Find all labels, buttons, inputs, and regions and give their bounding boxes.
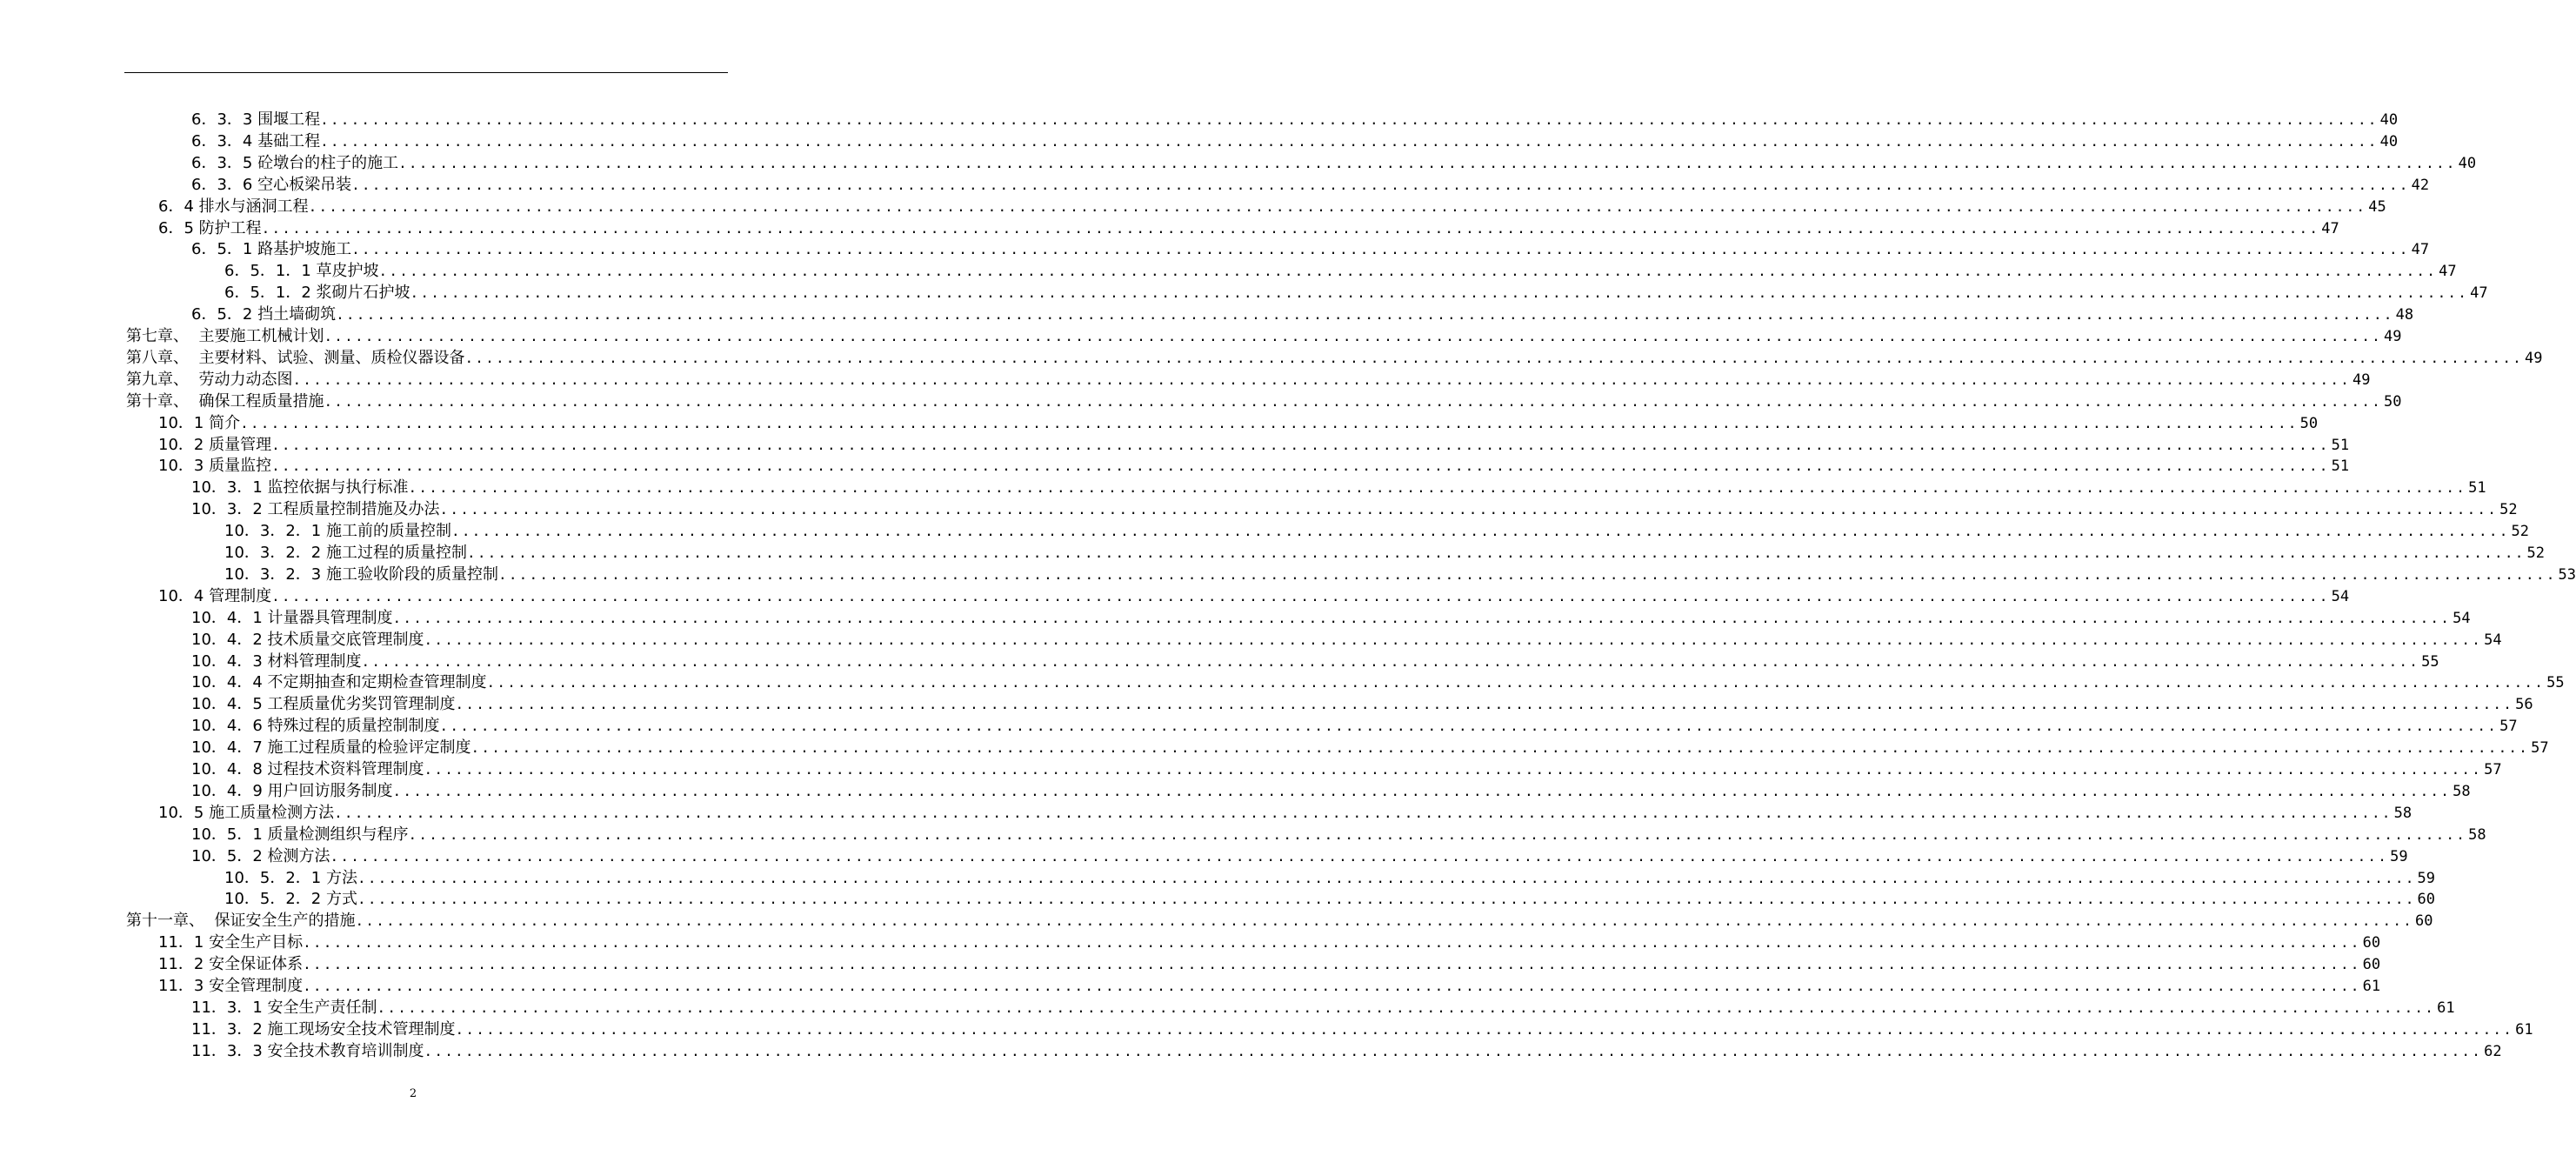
toc-entry-page: 60: [2362, 934, 2381, 952]
page-number: 2: [409, 1087, 417, 1100]
toc-entry-page: 61: [2437, 999, 2455, 1017]
toc-entry-title: 11．3．2 施工现场安全技术管理制度: [191, 1019, 456, 1039]
toc-entry[interactable]: [191, 1039, 2502, 1061]
toc-leader-dots: ........................................................................................................................................................................................................: [308, 197, 2367, 215]
toc-leader-dots: ........................................................................................................................................................................................................: [439, 718, 2499, 735]
toc-entry-page: 47: [2411, 241, 2430, 259]
toc-entry[interactable]: [191, 151, 2477, 173]
toc-leader-dots: ........................................................................................................................................................................................................: [410, 284, 2469, 302]
toc-leader-dots: ........................................................................................................................................................................................................: [324, 328, 2383, 344]
toc-entry[interactable]: [191, 108, 2399, 130]
toc-entry-title: 10．4．7 施工过程质量的检验评定制度: [191, 738, 471, 758]
toc-leader-dots: ........................................................................................................................................................................................................: [424, 631, 2483, 648]
toc-entry[interactable]: [191, 758, 2502, 779]
toc-entry-title: 第十一章、 保证安全生产的措施: [126, 912, 356, 931]
toc-entry[interactable]: [191, 476, 2486, 498]
toc-entry[interactable]: [191, 996, 2455, 1018]
toc-leader-dots: ........................................................................................................................................................................................................: [334, 804, 2392, 821]
toc-entry[interactable]: [191, 628, 2502, 650]
toc-entry[interactable]: [191, 714, 2518, 736]
toc-entry-title: 11．1 安全生产目标: [158, 933, 304, 952]
toc-entry-title: 6．3．3 围堰工程: [191, 110, 321, 129]
toc-entry-title: 第十章、 确保工程质量措施: [126, 391, 324, 411]
toc-leader-dots: ........................................................................................................................................................................................................: [466, 544, 2526, 561]
toc-entry-page: 60: [2362, 956, 2381, 974]
toc-leader-dots: ........................................................................................................................................................................................................: [271, 458, 2330, 475]
toc-entry-title: 10．4．8 过程技术资料管理制度: [191, 760, 424, 778]
toc-entry-page: 55: [2546, 674, 2565, 692]
toc-entry[interactable]: [126, 909, 2433, 931]
toc-entry[interactable]: [224, 519, 2530, 541]
toc-leader-dots: ........................................................................................................................................................................................................: [439, 501, 2499, 518]
toc-entry-title: 11．3．1 安全生产责任制: [191, 998, 377, 1017]
toc-entry-page: 52: [2511, 523, 2530, 541]
toc-entry-title: 10．5．1 质量检测组织与程序: [191, 825, 409, 844]
toc-entry-page: 42: [2411, 176, 2430, 194]
toc-entry-title: 6．5．2 挡土墙砌筑: [191, 305, 337, 324]
toc-entry-page: 53: [2558, 565, 2576, 584]
toc-leader-dots: ........................................................................................................................................................................................................: [392, 782, 2452, 799]
toc-entry[interactable]: [191, 671, 2565, 692]
toc-entry[interactable]: [224, 259, 2457, 281]
toc-entry-page: 57: [2531, 739, 2549, 758]
toc-entry-page: 60: [2417, 891, 2436, 909]
toc-entry-title: 10．5 施工质量检测方法: [158, 803, 335, 822]
toc-leader-dots: ........................................................................................................................................................................................................: [377, 999, 2436, 1016]
toc-leader-dots: ........................................................................................................................................................................................................: [355, 912, 2414, 930]
toc-leader-dots: ........................................................................................................................................................................................................: [455, 1020, 2514, 1038]
toc-entry-title: 6．3．5 砼墩台的柱子的施工: [191, 153, 399, 172]
toc-entry-page: 62: [2484, 1042, 2502, 1060]
toc-leader-dots: ........................................................................................................................................................................................................: [378, 263, 2438, 280]
toc-entry-page: 47: [2470, 284, 2488, 303]
toc-leader-dots: ........................................................................................................................................................................................................: [424, 761, 2483, 778]
toc-leader-dots: ........................................................................................................................................................................................................: [271, 587, 2330, 605]
toc-leader-dots: ........................................................................................................................................................................................................: [303, 934, 2361, 952]
toc-leader-dots: ........................................................................................................................................................................................................: [357, 869, 2416, 886]
toc-entry-page: 50: [2299, 414, 2319, 432]
toc-entry-title: 10．5．2 检测方法: [191, 846, 330, 865]
toc-entry[interactable]: [224, 281, 2488, 303]
toc-leader-dots: ........................................................................................................................................................................................................: [497, 565, 2557, 583]
toc-entry-title: 10．3．2 工程质量控制措施及办法: [191, 500, 440, 519]
toc-leader-dots: ........................................................................................................................................................................................................: [303, 956, 2361, 973]
toc-entry-title: 10．3．2．3 施工验收阶段的质量控制: [224, 564, 498, 584]
toc-entry-page: 56: [2515, 696, 2533, 714]
toc-leader-dots: ........................................................................................................................................................................................................: [408, 479, 2467, 497]
toc-entry[interactable]: [191, 173, 2430, 195]
toc-entry[interactable]: [126, 390, 2402, 411]
toc-entry-title: 第八章、 主要材料、试验、测量、质检仪器设备: [126, 348, 465, 367]
toc-entry-page: 61: [2515, 1020, 2533, 1039]
toc-entry[interactable]: [191, 692, 2533, 714]
toc-entry-title: 6．5．1．1 草皮护坡: [224, 262, 379, 281]
toc-entry-page: 58: [2453, 782, 2471, 800]
toc-entry-page: 40: [2379, 111, 2399, 129]
toc-entry[interactable]: [126, 324, 2402, 346]
toc-leader-dots: ........................................................................................................................................................................................................: [261, 219, 2320, 237]
toc-entry-page: 59: [2390, 847, 2408, 865]
toc-entry[interactable]: [224, 563, 2576, 584]
toc-entry[interactable]: [191, 1018, 2533, 1039]
toc-entry-page: 54: [2453, 609, 2471, 627]
toc-entry-title: 6．5 防护工程: [158, 218, 262, 237]
toc-entry[interactable]: [126, 346, 2543, 368]
toc-leader-dots: ........................................................................................................................................................................................................: [357, 891, 2416, 908]
toc-entry-page: 54: [2484, 631, 2502, 649]
toc-entry[interactable]: [224, 866, 2436, 888]
toc-entry-page: 52: [2499, 501, 2518, 519]
toc-leader-dots: ........................................................................................................................................................................................................: [464, 349, 2524, 366]
toc-entry-title: 10．3 质量监控: [158, 457, 272, 476]
toc-entry-page: 48: [2395, 306, 2414, 324]
toc-leader-dots: ........................................................................................................................................................................................................: [398, 154, 2457, 171]
toc-entry[interactable]: [158, 931, 2381, 952]
toc-entry-title: 10．4．3 材料管理制度: [191, 651, 362, 671]
toc-entry[interactable]: [191, 779, 2471, 801]
toc-entry-page: 51: [2331, 436, 2350, 454]
toc-entry-title: 11．3 安全管理制度: [158, 977, 304, 995]
toc-entry[interactable]: [158, 952, 2381, 974]
toc-leader-dots: ........................................................................................................................................................................................................: [320, 111, 2379, 128]
toc-entry[interactable]: [191, 498, 2518, 519]
toc-leader-dots: ........................................................................................................................................................................................................: [351, 176, 2410, 193]
toc-entry[interactable]: [158, 801, 2412, 823]
toc-entry-page: 51: [2331, 458, 2350, 476]
toc-entry-page: 57: [2484, 761, 2502, 778]
toc-leader-dots: ........................................................................................................................................................................................................: [392, 609, 2452, 626]
toc-entry-title: 10．1 简介: [158, 413, 241, 432]
toc-entry-title: 10．4．2 技术质量交底管理制度: [191, 630, 424, 649]
toc-entry[interactable]: [158, 433, 2350, 455]
toc-entry-page: 40: [2379, 132, 2399, 150]
toc-entry-page: 55: [2421, 652, 2439, 671]
toc-entry-title: 10．3．2．2 施工过程的质量控制: [224, 544, 467, 562]
toc-leader-dots: ........................................................................................................................................................................................................: [486, 674, 2546, 691]
toc-leader-dots: ........................................................................................................................................................................................................: [240, 414, 2299, 431]
toc-entry[interactable]: [158, 974, 2381, 996]
toc-entry-page: 52: [2526, 544, 2546, 562]
toc-entry-page: 47: [2321, 219, 2339, 237]
toc-entry-title: 11．3．3 安全技术教育培训制度: [191, 1041, 424, 1060]
toc-leader-dots: ........................................................................................................................................................................................................: [336, 306, 2394, 324]
toc-entry-title: 6．4 排水与涵洞工程: [158, 197, 309, 216]
toc-entry-page: 49: [2384, 328, 2402, 345]
toc-entry-title: 11．2 安全保证体系: [158, 955, 304, 974]
toc-leader-dots: ........................................................................................................................................................................................................: [470, 739, 2530, 757]
toc-entry-page: 40: [2458, 154, 2477, 172]
toc-entry-page: 58: [2393, 804, 2412, 822]
toc-entry-page: 47: [2439, 263, 2457, 281]
toc-entry[interactable]: [191, 130, 2399, 151]
toc-leader-dots: ........................................................................................................................................................................................................: [351, 241, 2410, 258]
toc-entry[interactable]: [191, 845, 2408, 866]
toc-entry-title: 10．4．6 特殊过程的质量控制制度: [191, 717, 440, 736]
toc-leader-dots: ........................................................................................................................................................................................................: [320, 132, 2379, 150]
toc-leader-dots: ........................................................................................................................................................................................................: [455, 696, 2514, 713]
toc-entry-title: 6．5．1 路基护坡施工: [191, 240, 352, 259]
toc-leader-dots: ........................................................................................................................................................................................................: [361, 652, 2420, 670]
header-rule: [124, 72, 728, 73]
toc-entry[interactable]: [158, 195, 2386, 217]
toc-entry[interactable]: [191, 823, 2486, 845]
toc-entry-page: 57: [2499, 718, 2518, 736]
toc-entry-page: 54: [2331, 587, 2350, 605]
toc-entry-page: 59: [2417, 869, 2436, 887]
toc-entry-title: 第七章、 主要施工机械计划: [126, 327, 324, 345]
toc-entry-title: 10．4．9 用户回访服务制度: [191, 781, 393, 800]
toc-leader-dots: ........................................................................................................................................................................................................: [292, 371, 2352, 388]
toc-entry-title: 6．3．6 空心板梁吊装: [191, 175, 352, 194]
toc-leader-dots: ........................................................................................................................................................................................................: [271, 436, 2330, 453]
toc-entry[interactable]: [158, 584, 2350, 606]
toc-entry-title: 10．4．5 工程质量优劣奖罚管理制度: [191, 695, 456, 714]
toc-entry[interactable]: [158, 454, 2350, 476]
toc-entry-title: 10．3．2．1 施工前的质量控制: [224, 522, 451, 541]
toc-entry-page: 58: [2468, 825, 2486, 844]
toc-entry-title: 10．3．1 监控依据与执行标准: [191, 478, 409, 498]
toc-entry-page: 45: [2368, 197, 2386, 216]
toc-leader-dots: ........................................................................................................................................................................................................: [330, 847, 2389, 865]
toc-entry-page: 60: [2415, 912, 2433, 931]
toc-leader-dots: ........................................................................................................................................................................................................: [324, 392, 2383, 410]
toc-entry[interactable]: [191, 606, 2471, 628]
toc-leader-dots: ........................................................................................................................................................................................................: [408, 825, 2467, 843]
toc-entry-page: 50: [2384, 392, 2402, 411]
toc-entry-page: 49: [2352, 371, 2371, 389]
toc-entry[interactable]: [126, 368, 2371, 390]
toc-entry[interactable]: [191, 736, 2549, 758]
toc-entry-title: 10．2 质量管理: [158, 435, 272, 454]
toc-entry-page: 49: [2525, 349, 2543, 367]
toc-entry-title: 6．3．4 基础工程: [191, 131, 321, 150]
toc-leader-dots: ........................................................................................................................................................................................................: [424, 1042, 2483, 1059]
toc-entry[interactable]: [158, 411, 2319, 433]
toc-entry[interactable]: [158, 217, 2339, 238]
toc-entry-page: 61: [2362, 978, 2381, 995]
toc-entry[interactable]: [191, 650, 2439, 671]
toc-entry-title: 10．5．2．2 方式: [224, 890, 357, 909]
toc-entry-title: 第九章、 劳动力动态图: [126, 370, 293, 389]
toc-entry-title: 10．5．2．1 方法: [224, 868, 357, 887]
toc-entry[interactable]: [224, 887, 2436, 909]
toc-entry-title: 10．4．4 不定期抽查和定期检查管理制度: [191, 673, 487, 692]
toc-entry-title: 10．4．1 计量器具管理制度: [191, 608, 393, 627]
toc-entry-title: 10．4 管理制度: [158, 586, 272, 605]
toc-entry[interactable]: [191, 237, 2430, 259]
toc-entry[interactable]: [224, 541, 2546, 563]
toc-entry-title: 6．5．1．2 浆砌片石护坡: [224, 284, 410, 303]
toc-leader-dots: ........................................................................................................................................................................................................: [450, 523, 2510, 540]
toc-entry-page: 51: [2468, 479, 2486, 498]
toc-entry[interactable]: [191, 303, 2414, 324]
toc-leader-dots: ........................................................................................................................................................................................................: [303, 978, 2361, 994]
